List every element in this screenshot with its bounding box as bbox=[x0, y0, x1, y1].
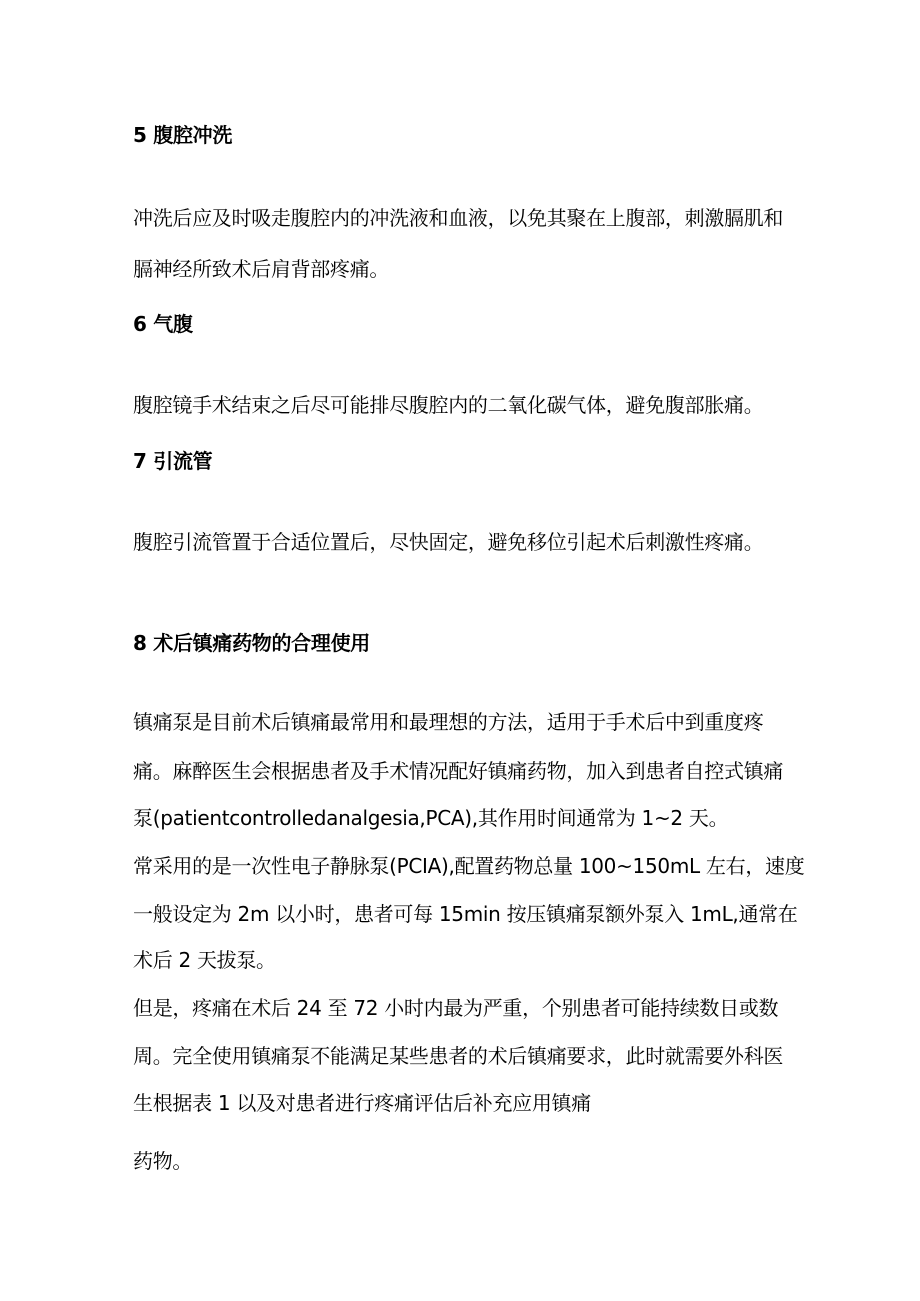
paragraph-line: 痛。麻醉医生会根据患者及手术情况配好镇痛药物，加入到患者自控式镇痛 bbox=[133, 759, 784, 783]
paragraph-line: 周。完全使用镇痛泵不能满足某些患者的术后镇痛要求，此时就需要外科医 bbox=[133, 1044, 784, 1068]
paragraph-line: 术后 2 天拔泵。 bbox=[133, 948, 276, 972]
paragraph-line: 泵(patientcontrolledanalgesia,PCA),其作用时间通常为 1~2 天。 bbox=[133, 806, 729, 830]
paragraph-line: 腹腔引流管置于合适位置后，尽快固定，避免移位引起术后刺激性疼痛。 bbox=[133, 530, 764, 554]
paragraph-line: 一般设定为 2m 以小时，患者可每 15min 按压镇痛泵额外泵入 1mL,通常在 bbox=[133, 902, 798, 926]
paragraph-line: 常采用的是一次性电子静脉泵(PCIA),配置药物总量 100~150mL 左右，速度 bbox=[133, 854, 805, 878]
paragraph-line: 腹腔镜手术结束之后尽可能排尽腹腔内的二氧化碳气体，避免腹部胀痛。 bbox=[133, 393, 764, 417]
paragraph-line: 药物。 bbox=[133, 1149, 193, 1173]
paragraph-line: 但是，疼痛在术后 24 至 72 小时内最为严重，个别患者可能持续数日或数 bbox=[133, 996, 779, 1020]
section-heading-6: 6 气腹 bbox=[133, 312, 193, 336]
paragraph-line: 冲洗后应及时吸走腹腔内的冲洗液和血液，以免其聚在上腹部，刺激膈肌和 bbox=[133, 206, 784, 230]
section-heading-8: 8 术后镇痛药物的合理使用 bbox=[133, 631, 370, 655]
paragraph-line: 膈神经所致术后肩背部疼痛。 bbox=[133, 257, 390, 281]
paragraph-line: 镇痛泵是目前术后镇痛最常用和最理想的方法，适用于手术后中到重度疼 bbox=[133, 710, 764, 734]
section-heading-7: 7 引流管 bbox=[133, 449, 213, 473]
paragraph-line: 生根据表 1 以及对患者进行疼痛评估后补充应用镇痛 bbox=[133, 1091, 591, 1115]
section-heading-5: 5 腹腔冲洗 bbox=[133, 123, 233, 147]
